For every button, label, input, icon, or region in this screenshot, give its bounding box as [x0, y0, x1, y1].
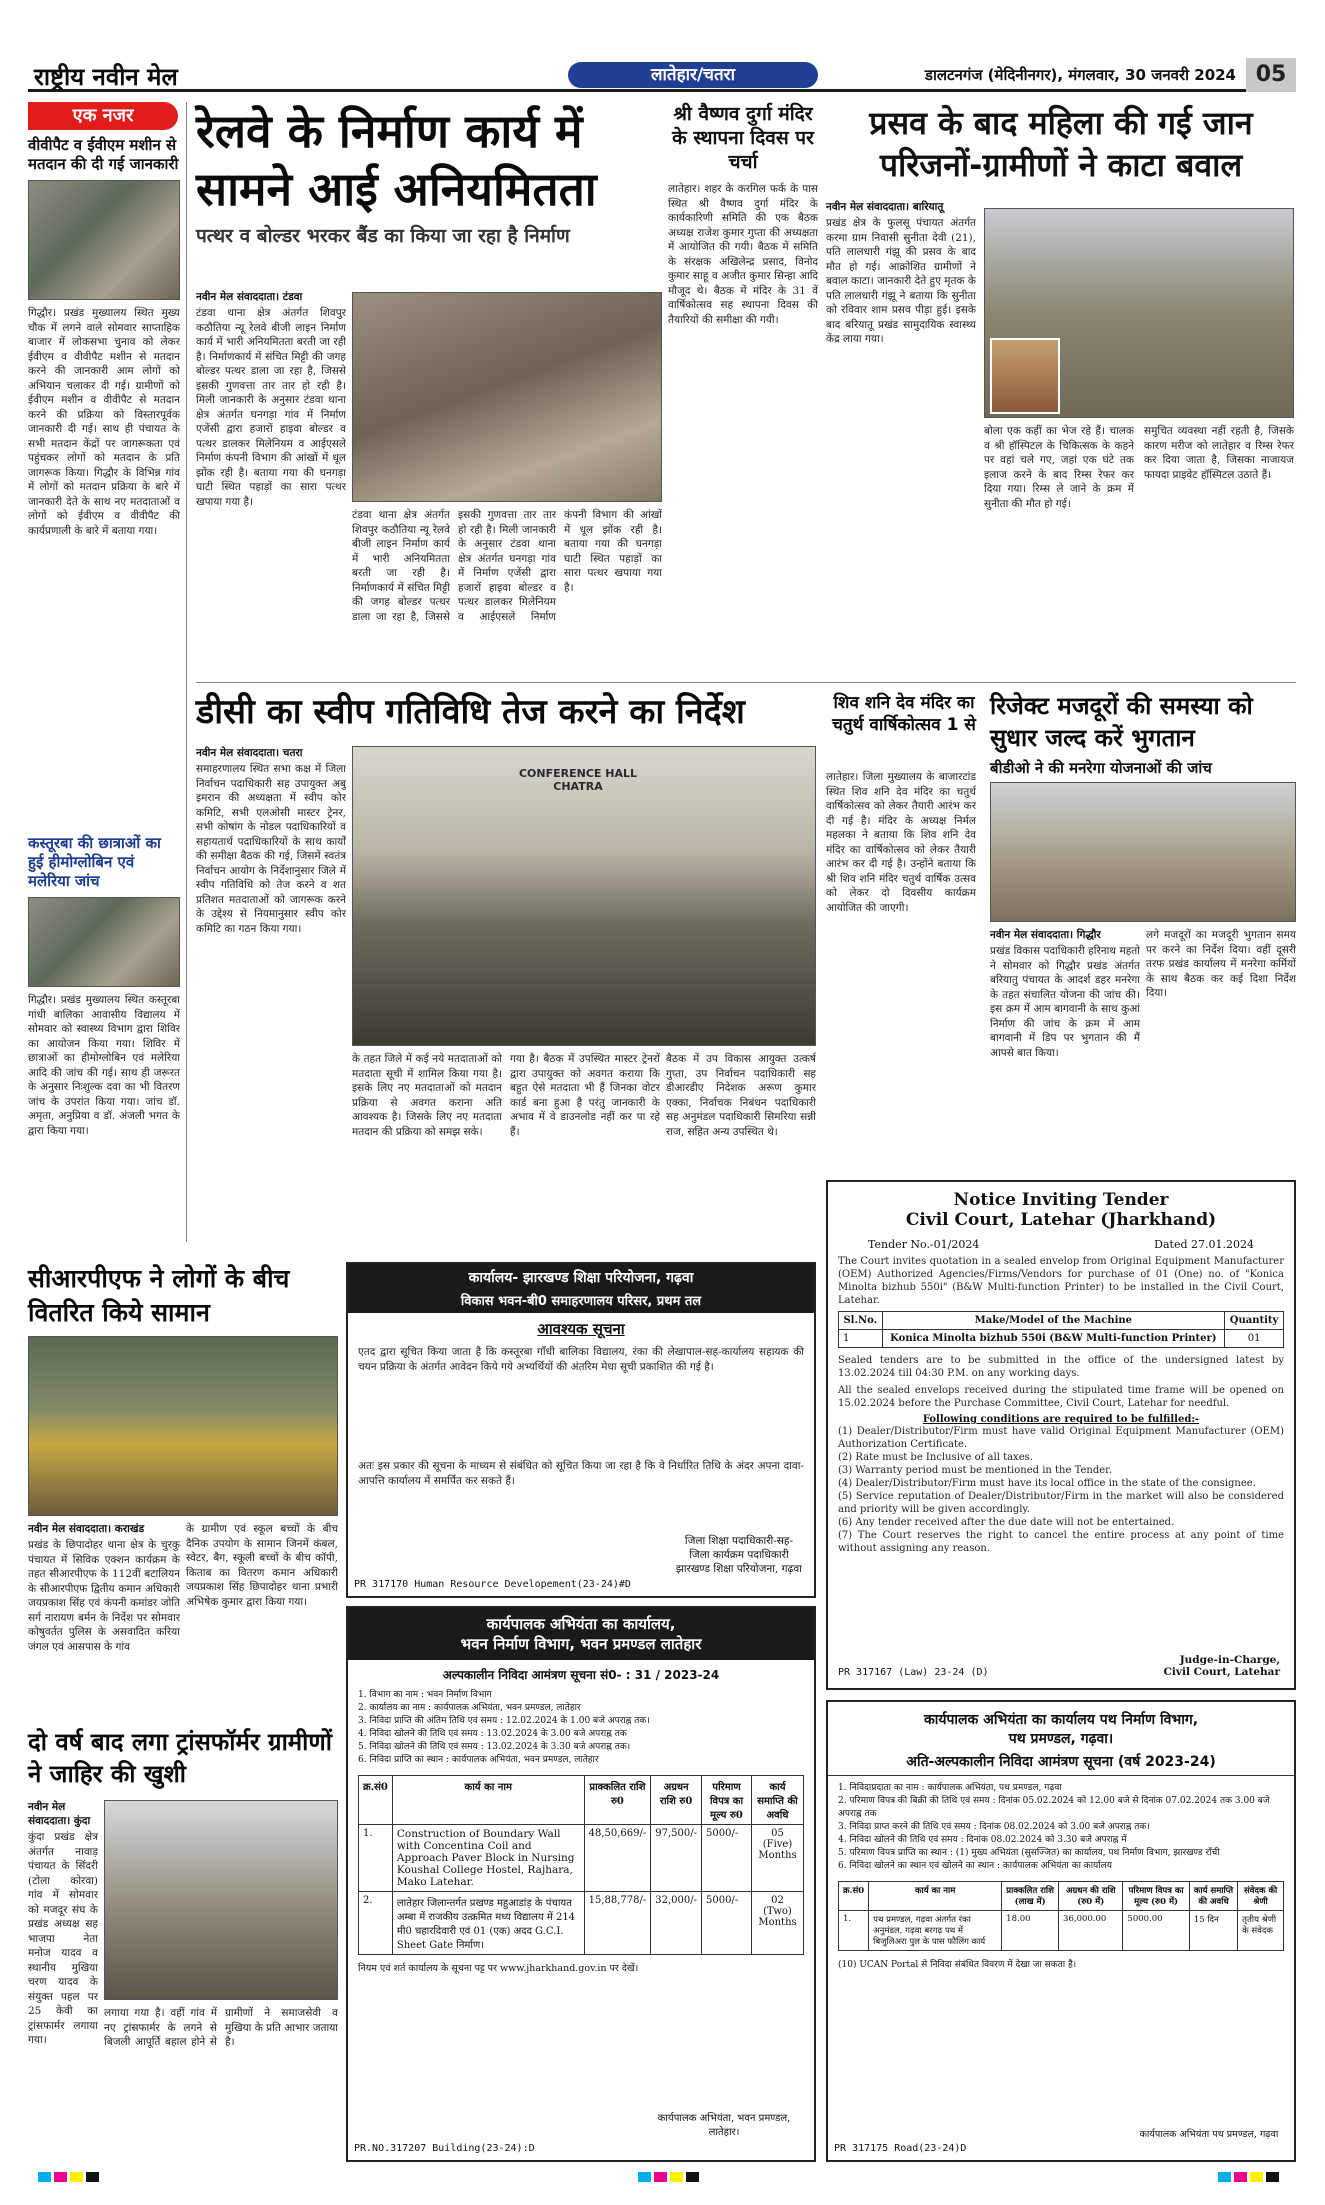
bhavan-row: 4. निविदा खोलने की तिथि एवं समय : 13.02.2024 के 3.00 बजे अपराह्न तक: [358, 1729, 627, 1739]
court-th-sl: Sl.No.: [839, 1312, 883, 1330]
bhavan-td: 15,88,778/-: [584, 1892, 651, 1955]
railway-subhead: पत्थर व बोल्डर भरकर बैंड का किया जा रहा है निर्माण: [196, 225, 570, 247]
masthead: [28, 58, 1296, 92]
path-th: प्राक्कलित राशि (लाख में): [1002, 1882, 1059, 1911]
prasav-body: प्रखंड क्षेत्र के फुलसू पंचायत अंतर्गत करमा ग्राम निवासी सुनीता देवी (21), पति लालधारी गंझू की प्रसव के बाद मौत हो गई। आक्रोशित ग्रामीणों ने बवाल काटा। जानकारी देते हुए मृतक के पति लालधारी गंझू ने बताया कि सुनीता को रविवार शाम प्रसव पीड़ा हुई। इसके बाद बरियातू प्रखंड सामुदायिक स्वास्थ्य केंद्र लाया गया।: [826, 217, 976, 345]
swatch-black: [686, 2172, 699, 2182]
prasav-headline: प्रसव के बाद महिला की गई जान परिजनों-ग्रामीणों ने काटा बवाल: [869, 104, 1253, 184]
swatch-yellow: [1250, 2172, 1263, 2182]
swatch-yellow: [670, 2172, 683, 2182]
court-notice-code: PR 317167 (Law) 23-24 (D): [838, 1667, 989, 1678]
path-office2: पथ प्रमण्डल, गढ़वा।: [1008, 1731, 1114, 1747]
column-rule: [186, 102, 187, 1242]
crpf-body: प्रखंड के छिपादोहर थाना क्षेत्र के चुरकु पंचायत में सिविक एक्शन कार्यक्रम के तहत सीआरपीएफ के 112वीं बटालियन के सीआरपीएफ द्वितीय कमान अधिकारी जयप्रकाश सिंह एवं कंपनी कमांडर जोति सर्ग नारायण बर्मन के निर्देश पर सोमवार कोषुवर्तत पुलिस के असवादित करिया जंगल एवं आसपास के गांव: [28, 1539, 180, 1653]
path-row: 5. परिमाण विपत्र प्राप्ति का स्थान : (1) मुख्य अभियंता (सुसज्जित) का कार्यालय, पथ निर्माण विभाग, झारखण्ड राँची: [838, 1848, 1220, 1858]
bhavan-row: 6. निविदा प्राप्ति का स्थान : कार्यपालक अभियंता, भवन प्रमण्डल, लातेहार: [358, 1755, 599, 1765]
path-code: PR 317175 Road(23-24)D: [834, 2143, 967, 2154]
bhavan-td: लातेहार जिलान्तर्गत प्रखण्ड महुआडांड़ के पंचायत अम्बा में राजकीय उत्क्रमित मध्य विद्यालय में 214 मी0 चहारदिवारी एवं 01 (एक) अदद G.C.I. Sheet Gate निर्माण।: [392, 1892, 584, 1955]
court-td-qty: 01: [1225, 1330, 1284, 1348]
path-td: 5000.00: [1123, 1911, 1189, 1951]
path-th: परिमाण विपत्र का मूल्य (रु0 में): [1123, 1882, 1189, 1911]
railway-body: टंडवा थाना क्षेत्र अंतर्गत शिवपुर कठौतिया न्यू रेलवे बीजी लाइन निर्माण कार्य में भारी अनियमितता बरती जा रही है। निर्माणकार्य में संचित मिट्टी की जगह बोल्डर पत्थर डाला जा रहा है, जिससे इसकी गुणवत्ता तार तार हो रही है। मिली जानकारी के अनुसार टंडवा थाना क्षेत्र अंतर्गत घनगड़ा गांव में निर्माण एजेंसी द्वारा हजारों हाइवा बोल्डर व पत्थर डालकर मिलेनियम व आईएसले निर्माण कंपनी विभाग की आंखों में धूल झोंक रही है। बताया गया की घनगड़ा घाटी स्थित पहाड़ों का सारा पत्थर खपाया गया है।: [196, 307, 346, 508]
dc-sweep-headline: डीसी का स्वीप गतिविधि तेज करने का निर्देश: [196, 692, 745, 732]
swatch-magenta: [54, 2172, 67, 2182]
reject-body: प्रखंड विकास पदाधिकारी हरिनाथ महतो ने सोमवार को गिद्धौर प्रखंड अंतर्गत बरियातु पंचायत के आदर्श डहर मनरेगा के तहत संचालित योजना की जांच की। इस क्रम में आम बागवानी के साथ कुआं निर्माण की जांच के क्रम में आम बागवानी में डिप पर भुगतान की मैं आपसे बात किया।: [990, 945, 1140, 1059]
reject-subhead: बीडीओ ने की मनरेगा योजनाओं की जांच: [990, 759, 1212, 777]
court-tender-no: Tender No.-01/2024: [868, 1238, 980, 1251]
railway-headline: रेलवे के निर्माण कार्य में सामने आई अनियमितता: [196, 104, 597, 216]
bhavan-td: Construction of Boundary Wall with Concentina Coil and Approach Paver Block in Nursing Koushal College Hostel, Rajhara, Mako Latehar.: [392, 1825, 584, 1892]
section-rule: [196, 682, 1296, 683]
dateline: डालटनगंज (मेदिनीनगर), मंगलवार, 30 जनवरी 2024: [924, 66, 1236, 84]
path-title: अति-अल्पकालीन निविदा आमंत्रण सूचना (वर्ष 2023-24): [828, 1752, 1294, 1776]
shiksha-code: PR 317170 Human Resource Developement(23-24)#D: [354, 1579, 631, 1590]
swatch-cyan: [1218, 2172, 1231, 2182]
transformer-headline: दो वर्ष बाद लगा ट्रांसफॉर्मर ग्रामीणों ने जाहिर की खुशी: [28, 1728, 332, 1788]
prasav-photo-portrait: [990, 338, 1060, 414]
court-conditions-title: Following conditions are required to be fulfilled:-: [922, 1414, 1200, 1425]
bhavan-td: 97,500/-: [651, 1825, 702, 1892]
shiv-headline: शिव शनि देव मंदिर का चतुर्थ वार्षिकोत्सव 1 से: [832, 693, 976, 735]
path-th: संवेदक की श्रेणी: [1238, 1882, 1284, 1911]
shiksha-body: एतद द्वारा सूचित किया जाता है कि कस्तूरबा गाँधी बालिका विद्यालय, रंका की लेखापाल-सह-कार्यालय सहायक की चयन प्रक्रिया के अंतर्गत आवेदन किये गये अभ्यर्थियों की अंतरिम मेधा सूची प्रकाशित की गई है।: [358, 1346, 804, 1373]
shiksha-address: विकास भवन-बी0 समाहरणालय परिसर, प्रथम तल: [348, 1291, 814, 1313]
path-th: कार्य का नाम: [869, 1882, 1002, 1911]
court-sign1: Judge-in-Charge,: [1179, 1654, 1280, 1666]
court-td-sl: 1: [839, 1330, 883, 1348]
left-story2-photo: [28, 897, 180, 987]
bhavan-th: कार्य का नाम: [392, 1776, 584, 1825]
court-condition: (4) Dealer/Distributor/Firm must have its local office in the state of the consignee.: [838, 1478, 1256, 1489]
court-notice-title1: Notice Inviting Tender: [953, 1190, 1169, 1210]
bhavan-td: 5000/-: [702, 1892, 752, 1955]
prasav-body2: बोला एक कहीं का भेज रहे हैं। चालक व श्री हॉस्पिटल के चिकित्सक के कहने पर वहां चले गए, जहां एक घंटे तक इलाज करने के बाद रिम्स रेफर कर दिया गया। रिम्स ले जाने के क्रम में सुनीता की मौत हो गई।: [984, 425, 1134, 510]
page-number: 05: [1246, 58, 1296, 92]
swatch-magenta: [1234, 2172, 1247, 2182]
court-sign2: Civil Court, Latehar: [1163, 1666, 1280, 1678]
durga-body: लातेहार। शहर के करगिल फर्क के पास स्थित श्री वैष्णव दुर्गा मंदिर के कार्यकारिणी समिति की एक बैठक अध्यक्ष राजेश कुमार गुप्ता की अध्यक्षता में आयोजित की गयी। बैठक में समिति के संरक्षक अखिलेन्द्र प्रसाद, विनोद कुमार साहू व अजीत कुमार सिन्हा आदि मौजूद थे। बैठक में मंदिर के 31 वें वार्षिकोत्सव सह स्थापना दिवस की तैयारियों की समीक्षा की गयी।: [668, 183, 818, 326]
path-th: क्र.सं0: [839, 1882, 869, 1911]
court-condition: (1) Dealer/Distributor/Firm must have valid Original Equipment Manufacturer (OEM) Authorization Certificate.: [838, 1426, 1284, 1450]
path-footer: (10) UCAN Portal से निविदा संबंधित विवरण में देखा जा सकता है।: [838, 1960, 1077, 1970]
court-tender-date: Dated 27.01.2024: [1154, 1238, 1254, 1251]
bhavan-office: कार्यपालक अभियंता का कार्यालय,: [486, 1615, 676, 1633]
bhavan-td: 5000/-: [702, 1825, 752, 1892]
reject-byline: नवीन मेल संवाददाता। गिद्धौर: [990, 929, 1101, 941]
crpf-photo: [28, 1336, 338, 1516]
bhavan-td: 1.: [359, 1825, 393, 1892]
swatch-magenta: [654, 2172, 667, 2182]
left-story1-body: गिद्धौर। प्रखंड मुख्यालय स्थित मुख्य चौक में लगने वाले सोमवार साप्ताहिक बाजार में लोकसभा चुनाव को लेकर ईवीएम व वीवीपैट मशीन से मतदान करने की जानकारी आम लोगों को अभियान चलाकर दी गई। ग्रामीणों को ईवीएम मशीन व वीवीपैट से मतदान करने की प्रक्रिया को विस्तारपूर्वक जानकारी दी गई। साथ ही पंचायत के सभी मतदान केंद्रों पर जागरूकता एवं पहुंचकर लोगों को मतदान के प्रति जागरूक किया। गिद्धौर के विभिन्न गांव में लोगों को मतदान प्रक्रिया के बारे में जानकारी देते के साथ नए मतदाताओं व लोगों को ईवीएम व वीवीपैट की कार्यप्रणाली के बारे में बताया गया।: [28, 307, 180, 537]
bhavan-td: 2.: [359, 1892, 393, 1955]
ek-nazar-banner: एक नजर: [28, 102, 178, 130]
swatch-yellow: [70, 2172, 83, 2182]
durga-headline: श्री वैष्णव दुर्गा मंदिर के स्थापना दिवस पर चर्चा: [672, 103, 814, 173]
court-th-make: Make/Model of the Machine: [882, 1312, 1225, 1330]
paper-name: राष्ट्रीय नवीन मेल: [34, 63, 178, 91]
bhavan-row: 1. विभाग का नाम : भवन निर्माण विभाग: [358, 1690, 492, 1700]
path-th: अग्रधन की राशि (रु0 में): [1059, 1882, 1123, 1911]
shiksha-body2: अतः इस प्रकार की सूचना के माध्यम से संबंधित को सूचित किया जा रहा है कि वे निर्धारित तिथि के अंदर अपना दावा-आपत्ति कार्यालय में समर्पित कर सकते हैं।: [358, 1460, 804, 1487]
prasav-body3: समुचित व्यवस्था नहीं रहती है, जिसके कारण मरीज को लातेहार व रिम्स रेफर कर दिया जाता है, जिसका नाजायज फायदा प्राइवेट हॉस्पिटल उठाते हैं।: [1144, 425, 1294, 481]
path-row: 2. परिमाण विपत्र की बिक्री की तिथि एवं समय : दिनांक 05.02.2024 को 12.00 बजे से दिनांक 07.02.2024 तक 3.00 बजे अपराह्न तक: [838, 1796, 1270, 1819]
transformer-body2: लगाया गया है। वहीं गांव में नए ट्रांसफार्मर के लगने से बिजली आपूर्ति बहाल होने से ग्रामीणों ने समाजसेवी व मुखिया के प्रति आभार जताया है।: [104, 2007, 338, 2048]
shiksha-office: कार्यालय- झारखण्ड शिक्षा परियोजना, गढ़वा: [348, 1264, 814, 1291]
court-condition: (6) Any tender received after the due date will not be entertained.: [838, 1517, 1175, 1528]
court-condition: (5) Service reputation of Dealer/Distributor/Firm in the market will also be considered and priority will be given accordingly.: [838, 1491, 1284, 1515]
shiksha-sign1: जिला शिक्षा पदाधिकारी-सह-: [684, 1535, 793, 1547]
bhavan-code: PR.NO.317207 Building(23-24):D: [354, 2143, 535, 2154]
bhavan-td: 48,50,669/-: [584, 1825, 651, 1892]
section-tab: लातेहार/चतरा: [568, 62, 818, 88]
court-condition: (2) Rate must be Inclusive of all taxes.: [838, 1452, 1033, 1463]
court-notice-table: [838, 1311, 1284, 1348]
bhavan-td: 32,000/-: [651, 1892, 702, 1955]
bhavan-row: 2. कार्यालय का नाम : कार्यपालक अभियंता, भवन प्रमण्डल, लातेहार: [358, 1703, 581, 1713]
crpf-byline: नवीन मेल संवाददाता। कराखंड: [28, 1523, 145, 1535]
path-th: कार्य समाप्ति की अवधि: [1189, 1882, 1237, 1911]
crpf-headline: सीआरपीएफ ने लोगों के बीच वितरित किये सामान: [28, 1264, 290, 1327]
bhavan-row: 5. निविदा खोलने की तिथि एवं समय : 13.02.2024 के 3.30 बजे अपराह्न तक।: [358, 1742, 631, 1752]
path-row: 4. निविदा खोलने की तिथि एवं समय : दिनांक 08.02.2024 को 3.30 बजे अपराह्न में: [838, 1835, 1127, 1845]
left-column: [28, 102, 208, 1262]
dc-sweep-byline: नवीन मेल संवाददाता। चतरा: [196, 747, 303, 759]
dc-sweep-body2: के तहत जिले में कई नये मतदाताओं को मतदाता सूची में शामिल किया गया है। इसके लिए नए मतदाताओं को मतदान प्रक्रिया से अवगत कराना अति आवश्यक है। जिसके लिए नए मतदाता मतदान की प्रक्रिया को समझ सके।: [352, 1053, 502, 1138]
prasav-byline: नवीन मेल संवाददाता। बारियातू: [826, 201, 944, 213]
court-td-make: Konica Minolta bizhub 550i (B&W Multi-function Printer): [882, 1330, 1225, 1348]
reject-photo: [990, 782, 1296, 922]
path-td: 36,000.00: [1059, 1911, 1123, 1951]
path-table: [838, 1881, 1284, 1951]
bhavan-notice: [346, 1606, 816, 2162]
railway-body-cont: टंडवा थाना क्षेत्र अंतर्गत शिवपुर कठौतिया न्यू रेलवे बीजी लाइन निर्माण कार्य में भारी अनियमितता बरती जा रही है। निर्माणकार्य में संचित मिट्टी की जगह बोल्डर पत्थर डाला जा रहा है, जिससे इसकी गुणवत्ता तार तार हो रही है। मिली जानकारी के अनुसार टंडवा थाना क्षेत्र अंतर्गत घनगड़ा गांव में निर्माण एजेंसी द्वारा हजारों हाइवा बोल्डर व पत्थर डालकर मिलेनियम व आईएसले निर्माण कंपनी विभाग की आंखों में धूल झोंक रही है। बताया गया की घनगड़ा घाटी स्थित पहाड़ों का सारा पत्थर खपाया गया है।: [352, 509, 662, 623]
bhavan-office2: भवन निर्माण विभाग, भवन प्रमण्डल लातेहार: [460, 1635, 702, 1653]
court-condition: (7) The Court reserves the right to cancel the entire process at any point of time without assigning any reason.: [838, 1530, 1284, 1554]
bhavan-th: प्राक्कलित राशि रु0: [584, 1776, 651, 1825]
path-td: 15 दिन: [1189, 1911, 1237, 1951]
court-notice-intro: The Court invites quotation in a sealed envelop from Original Equipment Manufacturer (OEM) Authorized Agencies/Firms/Vendors for purchase of 01 (One) no. of "Konica Minolta bizhub 550i" (B&W Multi-function Printer) to be installed in the Civil Court, Latehar.: [838, 1256, 1284, 1306]
reject-headline: रिजेक्ट मजदूरों की समस्या को सुधार जल्द करें भुगतान: [990, 692, 1253, 752]
bhavan-th: क्र.सं0: [359, 1776, 393, 1825]
bhavan-table: [358, 1775, 804, 1955]
bhavan-sign: कार्यपालक अभियंता, भवन प्रमण्डल, लातेहार।: [657, 2113, 791, 2138]
court-notice-title2: Civil Court, Latehar (Jharkhand): [905, 1210, 1217, 1230]
transformer-photo: [104, 1800, 338, 2000]
railway-byline: नवीन मेल संवाददाता। टंडवा: [196, 291, 303, 303]
path-office: कार्यपालक अभियंता का कार्यालय पथ निर्माण विभाग,: [923, 1712, 1199, 1728]
color-registration-strip: [28, 2170, 1296, 2184]
bhavan-th: परिमाण विपत्र का मूल्य रु0: [702, 1776, 752, 1825]
dc-sweep-photo: [352, 746, 816, 1046]
dc-sweep-body: समाहरणालय स्थित सभा कक्ष में जिला निर्वाचन पदाधिकारी सह उपायुक्त अबु इमरान की अध्यक्षता में स्वीप कोर कमिटि, सभी एलओसी मास्टर ट्रेनर, सभी कोषांग के नोडल पदाधिकारियों व सहायतार्थ पदाधिकारियों के साथ कार्यों की समीक्षा बैठक की गई, जिसमें स्वतंत्र निर्वाचन आयोग के निर्देशानुसार जिले में स्वीप गतिविधि को तेज करने व शत प्रतिशत मतदाताओं को जागरूक करने के उद्देश्य से नियमानुसार स्वीप कोर कमिटि का गठन किया गया।: [196, 763, 346, 935]
swatch-black: [1266, 2172, 1279, 2182]
court-tender-notice: [826, 1180, 1296, 1690]
durga-story: [668, 102, 818, 652]
path-td: पथ प्रमण्डल, गढ़वा अंतर्गत रंका अनुमंडल, गढ़वा बरगढ़ पथ में बिजुलिअरा पुल के पास फौलिंग कार्य: [869, 1911, 1002, 1951]
court-condition: (3) Warranty period must be mentioned in the Tender.: [838, 1465, 1112, 1476]
left-story2-body: गिद्धौर। प्रखंड मुख्यालय स्थित कस्तूरबा गांधी बालिका आवासीय विद्यालय में सोमवार को स्वास्थ्य विभाग द्वारा शिविर का आयोजन किया गया। शिविर में छात्राओं का हीमोग्लोबिन एवं मलेरिया आदि की जांच की गई। साथ ही जरूरत के अनुसार निःशुल्क दवा का भी वितरण जांच के उपरांत किया गया। जांच डॉ. अमृता, अनुप्रिया व डॉ. अंजली भगत के द्वारा किया गया।: [28, 994, 180, 1137]
swatch-cyan: [38, 2172, 51, 2182]
bhavan-td: 02 (Two) Months: [752, 1892, 804, 1955]
court-para2: All the sealed envelops received during the stipulated time frame will be opened on 15.02.2024 before the Purchase Committee, Civil Court, Latehar for needful.: [838, 1385, 1284, 1409]
crpf-body2: के ग्रामीण एवं स्कूल बच्चों के बीच दैनिक उपयोग के सामान जिनमें कंबल, स्वेटर, बैग, स्कूली बच्चों के बीच कॉपी, किताब का वितरण कमान अधिकारी जयप्रकाश सिंह छिपादोहर थाना प्रभारी अभिषेक कुमार द्वारा किया गया।: [186, 1523, 338, 1608]
path-notice: [826, 1700, 1296, 2162]
path-td: तृतीय श्रेणी के संवेदक: [1238, 1911, 1284, 1951]
bhavan-footer: नियम एवं शर्त कार्यालय के सूचना पट्ट पर www.jharkhand.gov.in पर देखें।: [358, 1963, 639, 1974]
path-row: 3. निविदा प्राप्त करने की तिथि एवं समय : दिनांक 08.02.2024 को 3.00 बजे अपराह्न तक।: [838, 1822, 1150, 1832]
swatch-cyan: [638, 2172, 651, 2182]
transformer-byline: नवीन मेल संवाददाता। कुंदा: [28, 1801, 91, 1827]
swatch-black: [86, 2172, 99, 2182]
shiv-body: लातेहार। जिला मुख्यालय के बाजारटांड स्थित शिव शनि देव मंदिर का चतुर्थ वार्षिकोत्सव को लेकर तैयारी आरंभ कर दी गई है। मंदिर के अध्यक्ष निर्मल महलका ने बताया कि शिव शनि देव मंदिर का वार्षिकोत्सव को लेकर तैयारी आरंभ कर दी गई है। उन्होंने बताया कि श्री शिव शनि मंदिर चतुर्थ वार्षिक उत्सव को लेकर दो दिवसीय कार्यक्रम आयोजित की जाएगी।: [826, 771, 976, 914]
shiksha-sign2: जिला कार्यक्रम पदाधिकारी: [689, 1549, 789, 1561]
path-row: 6. निविदा खोलने का स्थान एवं खोलने का स्थान : कार्यपालक अभियंता का कार्यालय: [838, 1861, 1112, 1871]
shiksha-notice: [346, 1262, 816, 1598]
bhavan-th: कार्य समाप्ति की अवधि: [752, 1776, 804, 1825]
shiksha-sign3: झारखण्ड शिक्षा परियोजना, गढ़वा: [675, 1563, 802, 1575]
transformer-body: कुंदा प्रखंड क्षेत्र अंतर्गत नावाड़ पंचायत के सिंदरी (टोला कोरवा) गांव में सोमवार को मजदूर संघ के प्रखंड अध्यक्ष सह भाजपा नेता मनोज यादव व स्थानीय मुखिया चरण यादव के संयुक्त पहल पर 25 केवी का ट्रांसफार्मर लगाया गया।: [28, 1831, 98, 2046]
left-story2-headline: कस्तूरबा की छात्राओं का हुई हीमोग्लोबिन एवं मलेरिया जांच: [28, 834, 161, 890]
dc-sweep-body3: गया है। बैठक में उपस्थित मास्टर ट्रेनरों द्वारा उपायुक्त को अवगत कराया कि बहुत ऐसे मतदाता भी हैं जिनका वोटर कार्ड बना हुआ है परंतु जानकारी के अभाव में वे डाउनलोड नहीं कर पा रहे हैं।: [510, 1053, 660, 1138]
path-td: 18.00: [1002, 1911, 1059, 1951]
prasav-story: [826, 102, 1296, 186]
conference-hall-sign: CONFERENCE HALL CHATRA: [518, 767, 637, 793]
bhavan-td: 05 (Five) Months: [752, 1825, 804, 1892]
path-td: 1.: [839, 1911, 869, 1951]
left-story1-headline: वीवीपैट व ईवीएम मशीन से मतदान की दी गई जानकारी: [28, 136, 179, 173]
court-para1: Sealed tenders are to be submitted in the office of the undersigned latest by 13.02.2024 till 04:30 P.M. on any working days.: [838, 1355, 1284, 1379]
bhavan-th: अग्रधन राशि रु0: [651, 1776, 702, 1825]
shiksha-title: आवश्यक सूचना: [537, 1320, 625, 1338]
dc-sweep-body4: बैठक में उप विकास आयुक्त उत्कर्ष गुप्ता, उप निर्वाचन पदाधिकारी सह डीआरडीए निदेशक अरूण कुमार एक्का, निर्वाचक निबंधन पदाधिकारी सह अनुमंडल पदाधिकारी सिमरिया सन्नी राज, सहित अन्य उपस्थित थे।: [666, 1053, 816, 1138]
court-th-qty: Quantity: [1225, 1312, 1284, 1330]
left-story1-photo: [28, 180, 180, 300]
path-row: 1. निविदाप्रदाता का नाम : कार्यपालक अभियंता, पथ प्रमण्डल, गढ़वा: [838, 1783, 1062, 1793]
railway-story: [196, 102, 666, 248]
railway-photo: [352, 292, 662, 502]
reject-body2: लगे मजदूरों का मजदूरी भुगतान समय पर करने का निर्देश दिया। वहीं दूसरी तरफ प्रखंड कार्यालय में मनरेगा कर्मियों के साथ बैठक कर कई दिशा निर्देश दिया।: [1146, 929, 1296, 999]
bhavan-title: अल्पकालीन निविदा आमंत्रण सूचना सं0- : 31 / 2023-24: [442, 1668, 720, 1682]
path-sign: कार्यपालक अभियंता पथ प्रमण्डल, गढ़वा: [1139, 2129, 1279, 2140]
bhavan-row: 3. निविदा प्राप्ति की अंतिम तिथि एवं समय : 12.02.2024 के 1.00 बजे अपराह्न तक।: [358, 1716, 650, 1726]
